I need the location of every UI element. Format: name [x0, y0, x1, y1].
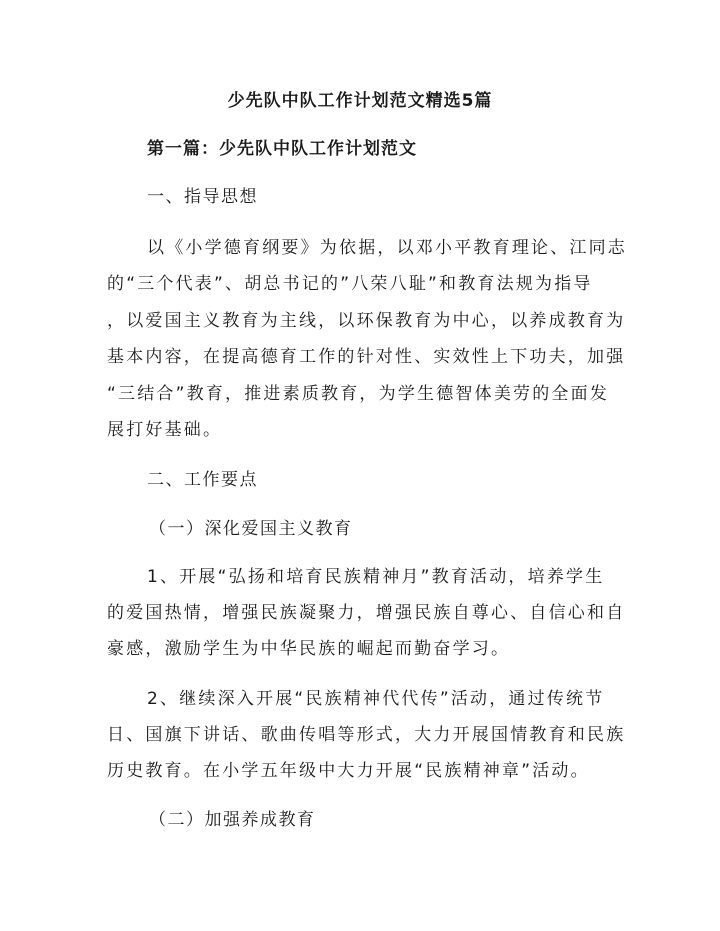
paragraph-line: 以《小学德育纲要》为依据，以邓小平教育理论、江同志 — [147, 238, 627, 258]
paragraph-line: 的“三个代表”、胡总书记的”八荣八耻”和教育法规为指导 — [107, 274, 593, 294]
paragraph-line: 的爱国热情，增强民族凝聚力，增强民族自尊心、自信心和自 — [107, 603, 626, 623]
subsection-heading-patriotism: （一）深化爱国主义教育 — [149, 519, 353, 539]
paragraph-line: 基本内容，在提高德育工作的针对性、实效性上下功夫，加强 — [107, 347, 626, 367]
document-title: 少先队中队工作计划范文精选5篇 — [227, 91, 493, 111]
paragraph-line: “三结合”教育，推进素质教育，为学生德智体美劳的全面发 — [107, 384, 610, 404]
paragraph-line: 豪感，激励学生为中华民族的崛起而勤奋学习。 — [107, 639, 511, 659]
paragraph-line: 1、开展“弘扬和培育民族精神月”教育活动，培养学生 — [147, 567, 605, 587]
paragraph-line: 日、国旗下讲话、歌曲传唱等形式，大力开展国情教育和民族 — [107, 725, 626, 745]
paragraph-line: 2、继续深入开展“民族精神代代传”活动，通过传统节 — [147, 689, 605, 709]
section-heading-guiding-thought: 一、指导思想 — [147, 187, 258, 207]
section-heading-work-points: 二、工作要点 — [147, 470, 258, 490]
chapter-heading: 第一篇：少先队中队工作计划范文 — [147, 139, 417, 159]
subsection-heading-habits: （二）加强养成教育 — [149, 810, 316, 830]
paragraph-line: 展打好基础。 — [107, 420, 223, 440]
paragraph-line: ，以爱国主义教育为主线，以环保教育为中心，以养成教育为 — [107, 311, 626, 331]
paragraph-line: 历史教育。在小学五年级中大力开展“民族精神章”活动。 — [107, 761, 590, 781]
